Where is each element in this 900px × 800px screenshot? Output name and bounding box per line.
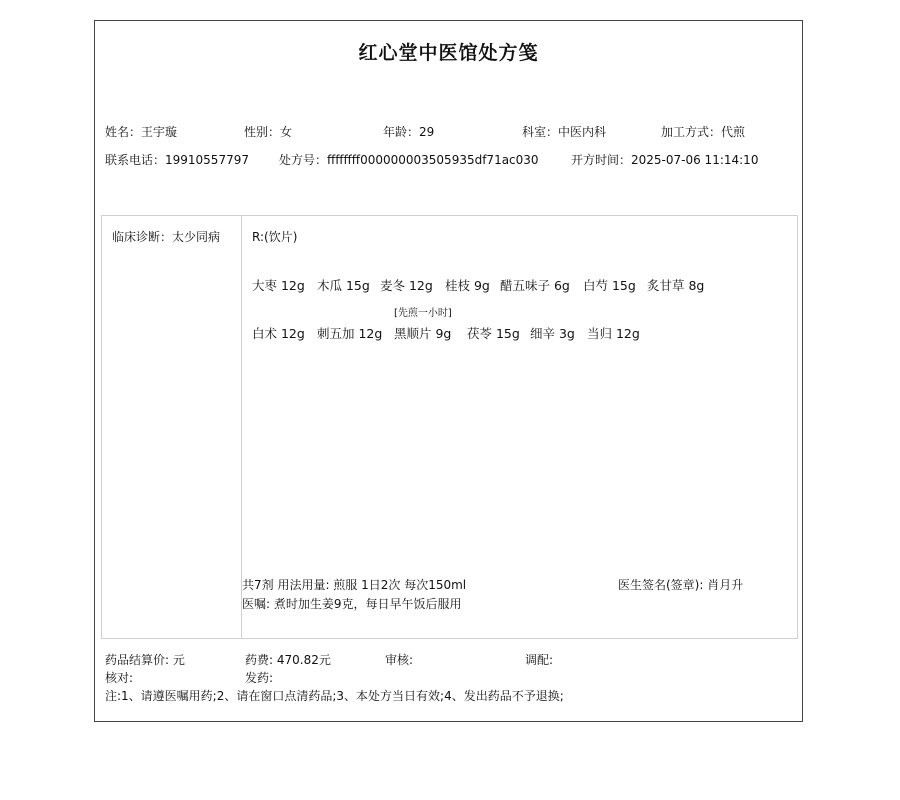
dispense-prep-label: 调配:	[525, 653, 554, 667]
herb-item: 醋五味子 6g	[500, 278, 570, 293]
prescription-body	[101, 215, 798, 639]
herb-item: 木瓜 15g	[317, 278, 370, 293]
herb-item: 桂枝 9g	[445, 278, 490, 293]
prescription-number: 处方号：ffffffff000000003505935df71ac030	[279, 153, 539, 167]
check-label: 核对:	[105, 671, 134, 685]
medical-advice: 医嘱: 煮时加生姜9克，每日早午饭后服用	[242, 597, 462, 611]
prescription-time: 开方时间：2025-07-06 11:14:10	[571, 153, 759, 167]
review-label: 审核:	[385, 653, 414, 667]
herb-item: 当归 12g	[587, 326, 640, 341]
herb-item: 炙甘草 8g	[647, 278, 705, 293]
herb-item: 刺五加 12g	[317, 326, 383, 341]
doctor-signature: 医生签名(签章): 肖月升	[618, 578, 744, 592]
contact-phone: 联系电话：19910557797	[105, 153, 249, 167]
patient-gender: 性别：女	[244, 125, 293, 139]
footer-notes: 注:1、请遵医嘱用药;2、请在窗口点清药品;3、本处方当日有效;4、发出药品不予退换;	[105, 689, 564, 703]
diagnosis-column	[102, 216, 242, 638]
herb-item: 细辛 3g	[530, 326, 575, 341]
drug-fee: 药费: 470.82元	[245, 653, 331, 667]
patient-age: 年龄：29	[383, 125, 435, 139]
herb-item: 白芍 15g	[583, 278, 636, 293]
herb-note: [先煎一小时]	[394, 308, 452, 319]
processing-method: 加工方式：代煎	[661, 125, 746, 139]
prescription-sheet	[94, 20, 803, 722]
settlement-price: 药品结算价: 元	[105, 653, 185, 667]
herb-item: 茯苓 15g	[467, 326, 520, 341]
herb-item: 麦冬 12g	[380, 278, 433, 293]
rx-heading: R:(饮片)	[252, 230, 298, 244]
herb-item: 白术 12g	[252, 326, 305, 341]
dosage-instructions: 共7剂 用法用量: 煎服 1日2次 每次150ml	[242, 578, 467, 592]
department: 科室：中医内科	[522, 125, 607, 139]
herb-item: 大枣 12g	[252, 278, 305, 293]
patient-name: 姓名：王宇璇	[105, 125, 178, 139]
herb-item: 黑顺片 9g	[394, 326, 452, 341]
issue-label: 发药:	[245, 671, 274, 685]
clinical-diagnosis: 临床诊断：太少同病	[112, 230, 221, 244]
page-title: 红心堂中医馆处方笺	[358, 42, 539, 64]
